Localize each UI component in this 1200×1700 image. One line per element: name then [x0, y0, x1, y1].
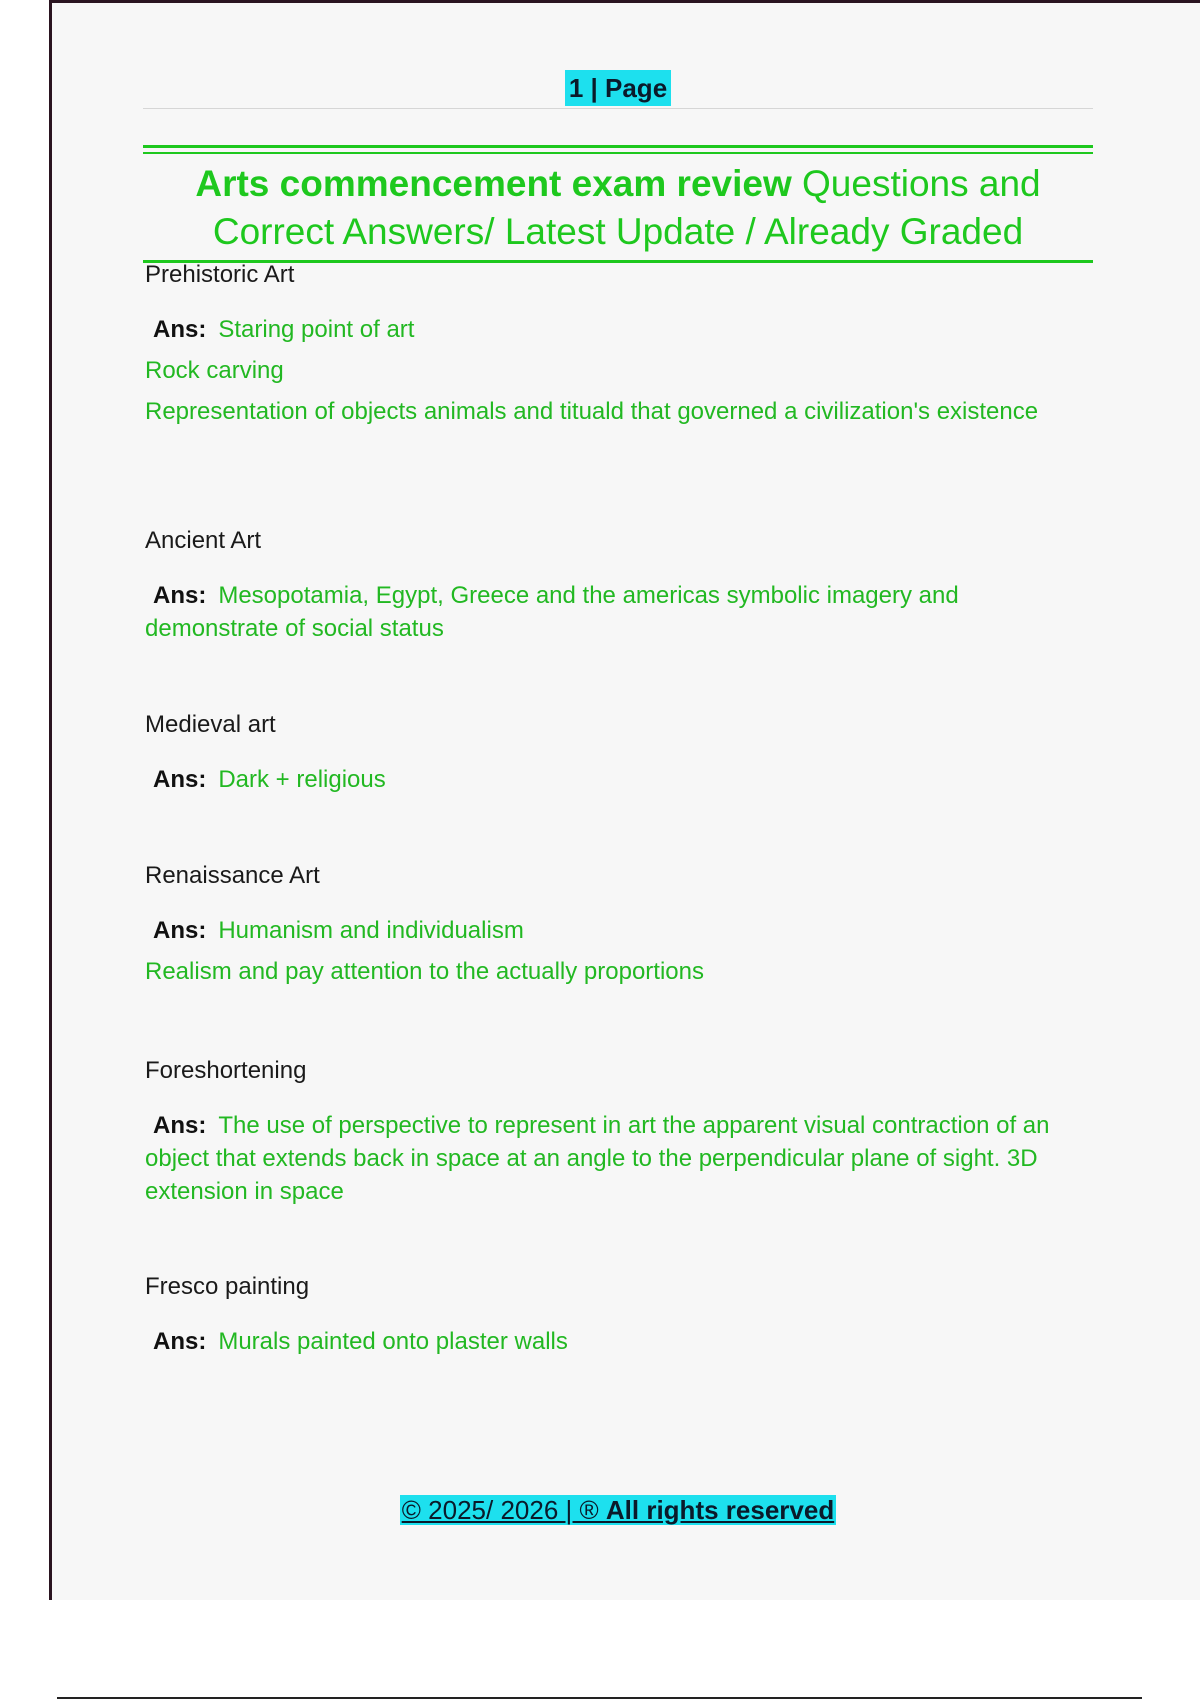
- bottom-divider: [57, 1697, 1142, 1699]
- answer-label: Ans:: [153, 316, 207, 343]
- question: Renaissance Art: [145, 862, 320, 889]
- title-rule-top-second: [143, 152, 1093, 154]
- answer-label: Ans:: [153, 917, 207, 944]
- answer-label: Ans:: [153, 582, 207, 609]
- copyright-text: [400, 1495, 836, 1525]
- question: Fresco painting: [145, 1273, 310, 1300]
- qa-item: [145, 708, 1085, 796]
- answer-extra: Representation of objects animals and tituald that governed a civilization's existence: [145, 398, 1039, 425]
- answer: [145, 1109, 1085, 1208]
- qa-item: [145, 524, 1085, 645]
- qa-item: [145, 859, 1085, 988]
- title-normal: Questions and Correct Answers/ Latest Update / Already Graded: [212, 163, 1041, 252]
- qa-item: [145, 258, 1085, 428]
- answer-text: Mesopotamia, Egypt, Greece and the americas symbolic imagery and demonstrate of social status: [145, 582, 959, 642]
- answer-text: Humanism and individualism: [218, 917, 524, 944]
- answer: [145, 914, 1085, 947]
- title-block: [143, 145, 1093, 263]
- answer-label: Ans:: [153, 766, 207, 793]
- answer-extra: Realism and pay attention to the actually proportions: [145, 958, 704, 985]
- question: Ancient Art: [145, 527, 262, 554]
- title-bold: Arts commencement exam review: [195, 163, 792, 204]
- copyright-rights: All rights reserved: [605, 1495, 835, 1525]
- answer: [145, 579, 1085, 645]
- copyright-footer: [143, 1494, 1093, 1526]
- answer-text: Dark + religious: [218, 766, 386, 793]
- question: Foreshortening: [145, 1057, 307, 1084]
- answer-text: Murals painted onto plaster walls: [218, 1328, 568, 1355]
- title-rule-top: [143, 145, 1093, 148]
- document-title: [143, 160, 1093, 256]
- answer-extra: Rock carving: [145, 357, 284, 384]
- answer: [145, 763, 1085, 796]
- question: Medieval art: [145, 711, 276, 738]
- copyright-year: © 2025/ 2026 | ®: [401, 1495, 606, 1525]
- answer: [145, 1325, 1085, 1358]
- answer-label: Ans:: [153, 1328, 207, 1355]
- page-number: 1 | Page: [565, 70, 671, 106]
- answer-text: The use of perspective to represent in art the apparent visual contraction of an object that extends back in space at an angle to the perpendicular plane of sight. 3D extension in space: [145, 1112, 1050, 1205]
- qa-item: [145, 1270, 1085, 1358]
- page-header: [143, 70, 1093, 106]
- question: Prehistoric Art: [145, 261, 295, 288]
- answer: [145, 313, 1085, 346]
- header-divider: [143, 108, 1093, 109]
- answer-text: Staring point of art: [218, 316, 415, 343]
- answer-label: Ans:: [153, 1112, 207, 1139]
- qa-item: [145, 1054, 1085, 1208]
